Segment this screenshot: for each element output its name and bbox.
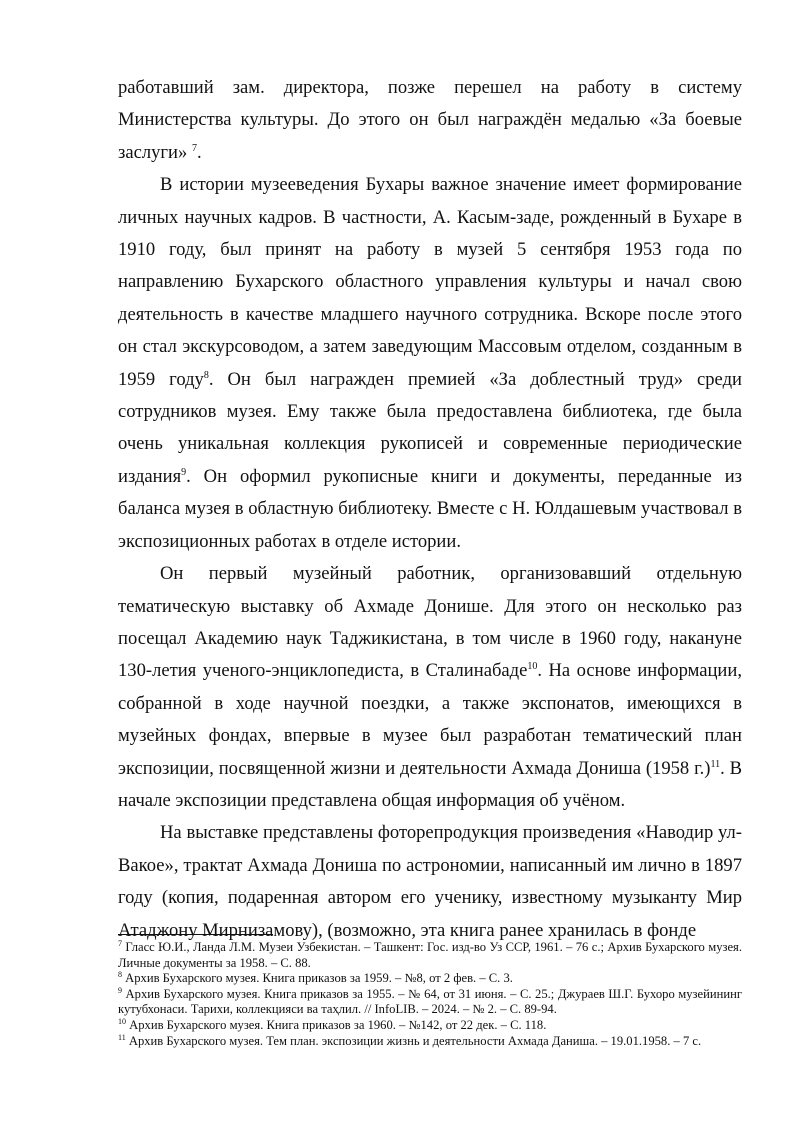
paragraph-text: работавший зам. директора, позже перешел на работу в систему Министерства культуры. До этого он был награждён медалью «За боевые заслуги» <box>118 77 742 163</box>
footnotes <box>118 940 742 1049</box>
footnote <box>118 1018 742 1034</box>
body-text <box>118 72 742 947</box>
paragraph-text: . Он оформил рукописные книги и документы, переданные из баланса музея в областную библиотеку. Вместе с Н. Юлдашевым участвовал в экспозиционных работах в отделе истории. <box>118 465 742 552</box>
footnote-number: 8 <box>118 970 122 979</box>
paragraph-text: . В начале экспозиции представлена общая информация об учёном. <box>118 757 742 811</box>
footnote-text: Архив Бухарского музея. Тем план. экспозиции жизнь и деятельности Ахмада Даниша. – 19.01.1958. – 7 с. <box>125 1033 702 1048</box>
footnote-text: Архив Бухарского музея. Книга приказов за 1960. – №142, от 22 дек. – С. 118. <box>126 1017 547 1032</box>
paragraph-text: Он первый музейный работник, организовавший отдельную тематическую выставку об Ахмаде Донише. Для этого он несколько раз посещал Академию наук Таджикистана, в том числе в 1960 году, накануне 130-летия ученого-энциклопедиста, в Сталинабаде <box>118 563 742 682</box>
footnote-text: Гласс Ю.И., Ланда Л.М. Музеи Узбекистан. – Ташкент: Гос. изд-во Уз ССР, 1961. – 76 с.; Архив Бухарского музея. Личные документы за 1958. – С. 88. <box>118 940 742 970</box>
paragraph-text: В истории музееведения Бухары важное значение имеет формирование личных научных кадров. В частности, А. Касым-заде, рожденный в Бухаре в 1910 году, был принят на работу в музей 5 сентября 1953 года по направлению Бухарского областного управления культуры и начал свою деятельность в качестве младшего научного сотрудника. Вскоре после этого он стал экскурсоводом, а затем заведующим Массовым отделом, созданным в 1959 году <box>118 174 742 390</box>
footnote-reference: 8 <box>203 369 209 381</box>
paragraph <box>118 72 742 169</box>
footnote-reference: 11 <box>710 758 721 770</box>
footnote-reference: 9 <box>181 466 187 478</box>
footnote <box>118 940 742 971</box>
footnote <box>118 1034 742 1050</box>
footnote-text: Архив Бухарского музея. Книга приказов за 1959. – №8, от 2 фев. – С. 3. <box>122 971 513 986</box>
paragraph-text: . Он был награжден премией «За доблестный труд» среди сотрудников музея. Ему также была предоставлена библиотека, где была очень уникальная коллекция рукописей и современные периодические издания <box>118 368 742 487</box>
paragraph <box>118 169 742 558</box>
footnote-reference: 7 <box>191 142 197 154</box>
footnote-number: 9 <box>118 985 122 995</box>
footnote-reference: 10 <box>527 661 538 673</box>
footnote <box>118 987 742 1018</box>
footnote-text: Архив Бухарского музея. Книга приказов за 1955. – № 64, от 31 июня. – С. 25.; Джураев Ш.Г. Бухоро музейининг кутубхонаси. Тарихи, коллекцияси ва таҳлил. // InfoLIB. – 2024. – № 2. – С. 89-94. <box>118 986 742 1017</box>
paragraph-text: На выставке представлены фоторепродукция произведения «Наводир ул-Вакое», трактат Ахмада Дониша по астрономии, написанный им лично в 1897 году (копия, подаренная автором его ученику, известному музыканту Мир Атаджону Мирнизамову), (возможно, эта книга ранее хранилась в фонде <box>118 822 742 941</box>
paragraph-text: . <box>196 141 202 163</box>
paragraph-text: . На основе информации, собранной в ходе научной поездки, а также экспонатов, имеющихся в музейных фондах, впервые в музее был разработан тематический план экспозиции, посвященной жизни и деятельности Ахмада Дониша (1958 г.) <box>118 660 742 779</box>
footnote-number: 10 <box>118 1016 126 1026</box>
paragraph <box>118 817 742 947</box>
paragraph <box>118 558 742 817</box>
footnote-number: 11 <box>118 1032 126 1042</box>
footnote <box>118 971 742 987</box>
footnote-number: 7 <box>118 938 122 948</box>
footnote-separator <box>118 934 273 935</box>
